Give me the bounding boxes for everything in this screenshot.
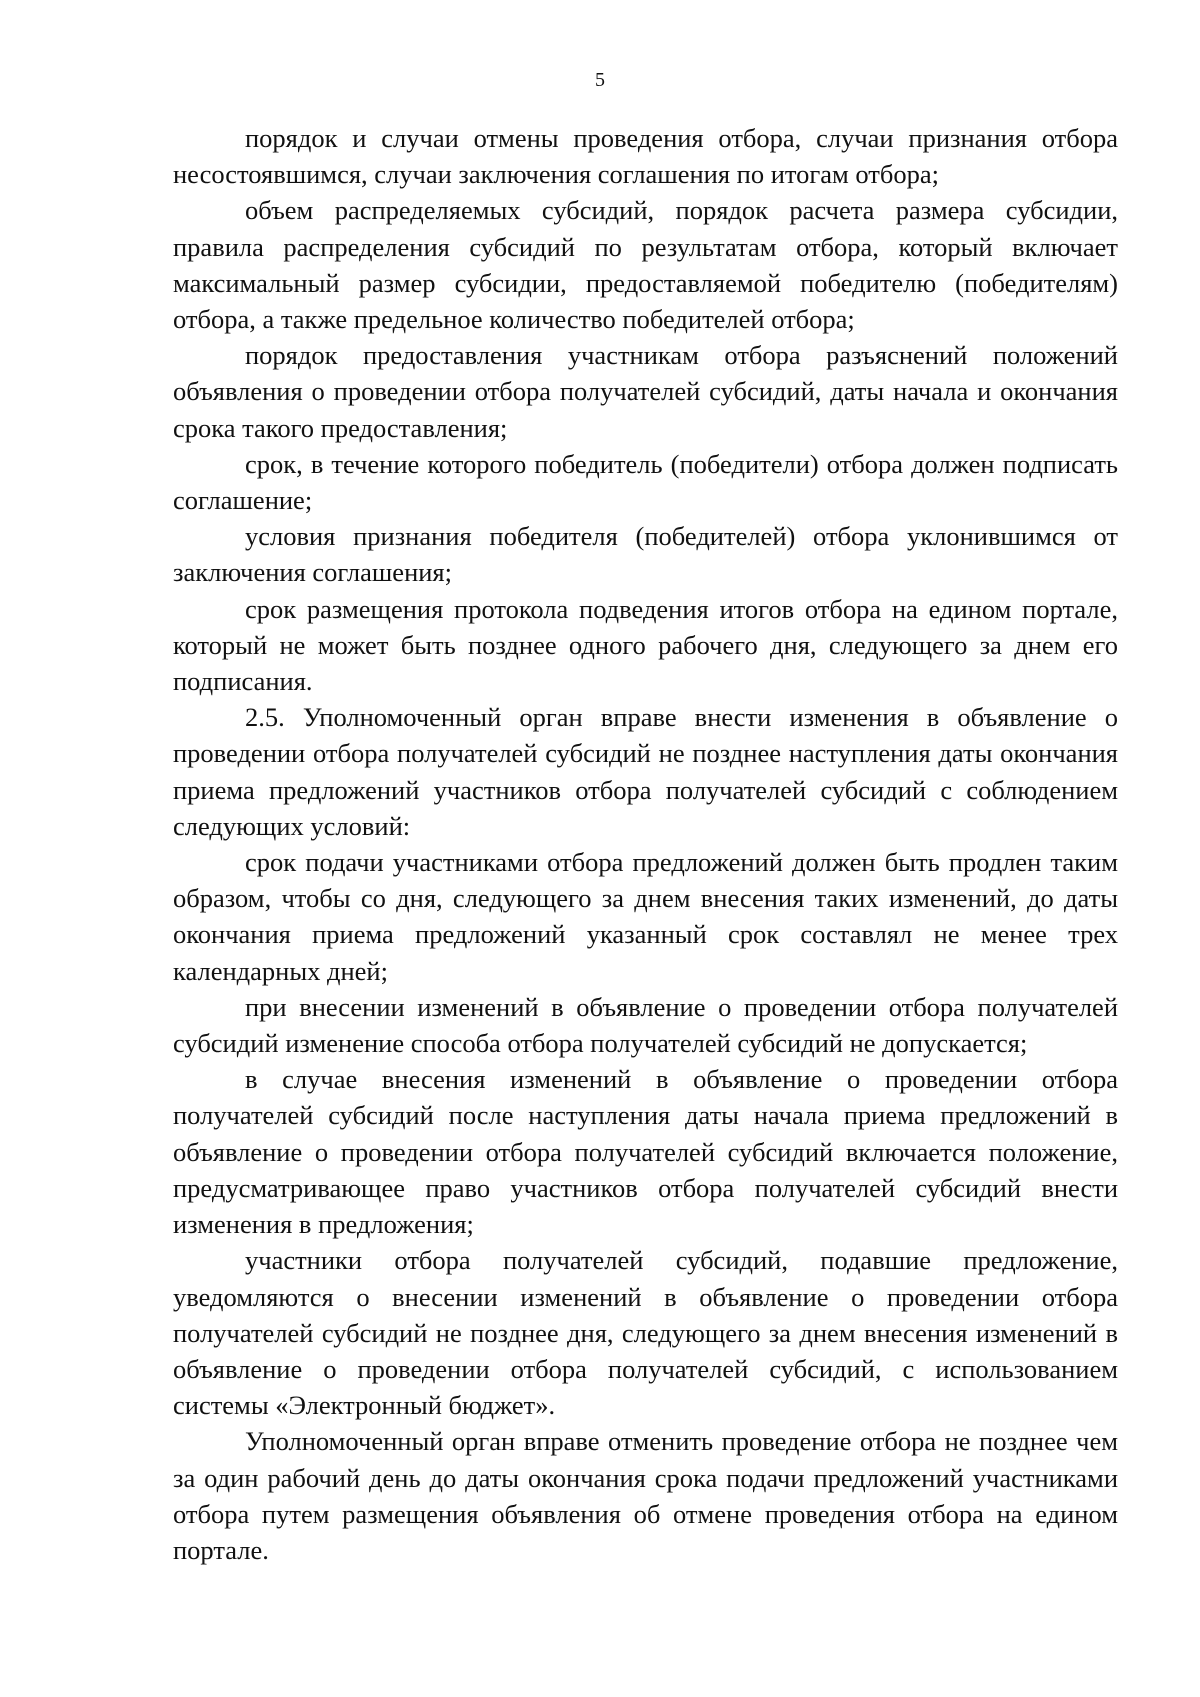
- paragraph: срок подачи участниками отбора предложений должен быть продлен таким образом, чтобы со дня, следующего за днем внесения таких изменений, до даты окончания приема предложений указанный срок составлял не менее трех календарных дней;: [173, 847, 1118, 986]
- paragraph: срок, в течение которого победитель (победители) отбора должен подписать соглашение;: [173, 448, 1118, 516]
- paragraph: срок размещения протокола подведения итогов отбора на едином портале, который не может быть позднее одного рабочего дня, следующего за днем его подписания.: [173, 593, 1118, 697]
- document-body: [173, 120, 1118, 1568]
- paragraph: порядок предоставления участникам отбора разъяснений положений объявления о проведении отбора получателей субсидий, даты начала и окончания срока такого предоставления;: [173, 340, 1118, 443]
- paragraph: при внесении изменений в объявление о проведении отбора получателей субсидий изменение способа отбора получателей субсидий не допускается;: [173, 991, 1118, 1059]
- paragraph: участники отбора получателей субсидий, подавшие предложение, уведомляются о внесении изменений в объявление о проведении отбора получателей субсидий не позднее дня, следующего за днем внесения изменений в объявление о проведении отбора получателей субсидий, с использованием системы «Электронный бюджет».: [173, 1245, 1118, 1421]
- page-number: 5: [595, 69, 605, 91]
- paragraph: в случае внесения изменений в объявление о проведении отбора получателей субсидий после наступления даты начала приема предложений в объявление о проведении отбора получателей субсидий включается положение, предусматривающее право участников отбора получателей субсидий внести изменения в предложения;: [173, 1064, 1118, 1240]
- paragraph: условия признания победителя (победителей) отбора уклонившимся от заключения соглашения;: [173, 521, 1118, 588]
- paragraph-section-2-5: 2.5. Уполномоченный орган вправе внести изменения в объявление о проведении отбора получателей субсидий не позднее наступления даты окончания приема предложений участников отбора получателей субсидий с соблюдением следующих условий:: [173, 702, 1118, 841]
- paragraph: объем распределяемых субсидий, порядок расчета размера субсидии, правила распределения субсидий по результатам отбора, который включает максимальный размер субсидии, предоставляемой победителю (победителям) отбора, а также предельное количество победителей отбора;: [173, 195, 1118, 335]
- paragraph: порядок и случаи отмены проведения отбора, случаи признания отбора несостоявшимся, случаи заключения соглашения по итогам отбора;: [173, 123, 1118, 190]
- paragraph: Уполномоченный орган вправе отменить проведение отбора не позднее чем за один рабочий день до даты окончания срока подачи предложений участниками отбора путем размещения объявления об отмене проведения отбора на едином портале.: [173, 1426, 1118, 1565]
